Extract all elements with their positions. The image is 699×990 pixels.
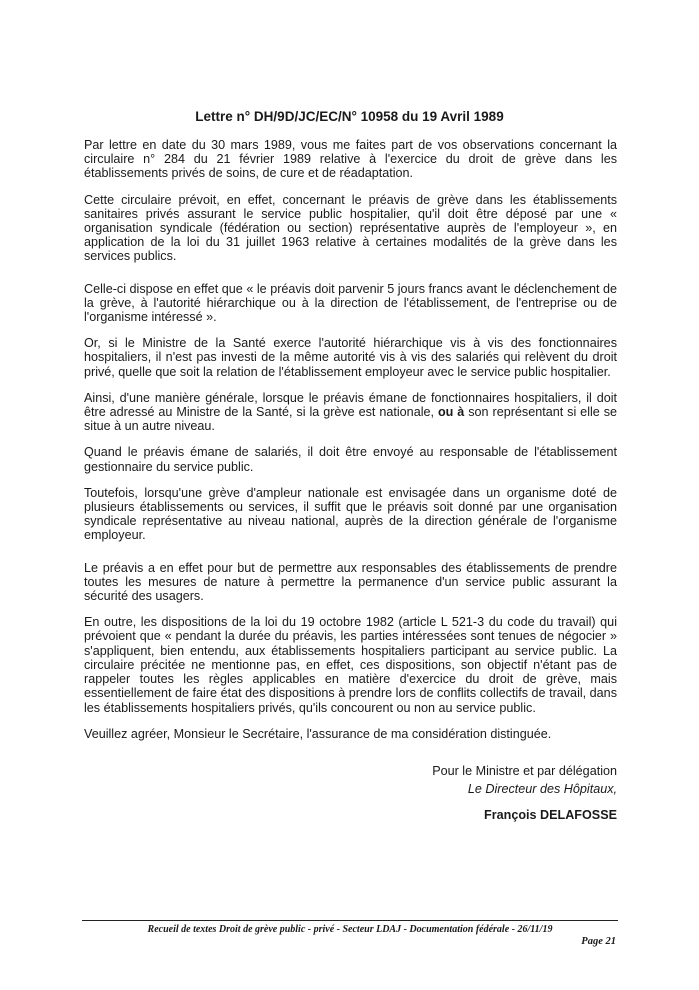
letter-title: Lettre n° DH/9D/JC/EC/N° 10958 du 19 Avril 1989 (195, 109, 504, 124)
paragraph-7: Toutefois, lorsqu'une grève d'ampleur nationale est envisagée dans un organisme doté de plusieurs établissements ou services, il suffit que le préavis soit donné par une organisation syndicale représentative au niveau national, auprès de la direction générale de l'organisme employeur. (84, 485, 617, 543)
paragraph-6: Quand le préavis émane de salariés, il doit être envoyé au responsable de l'établissement gestionnaire du service public. (84, 445, 617, 474)
letter-body (84, 138, 617, 753)
footer-divider (82, 920, 618, 921)
page-number: Page 21 (581, 936, 616, 947)
paragraph-4: Or, si le Ministre de la Santé exerce l'autorité hiérarchique vis à vis des fonctionnaires hospitaliers, il n'est pas investi de la même autorité vis à vis des salariés qui relèvent du droit privé, quelle que soit la relation de l'établissement employeur avec le service public hospitalier. (84, 336, 617, 379)
signature-block (432, 762, 617, 824)
paragraph-3: Celle-ci dispose en effet que « le préavis doit parvenir 5 jours francs avant le déclenchement de la grève, à l'autorité hiérarchique ou à la direction de l'établissement, de l'entreprise ou de l'organisme intéressé ». (84, 281, 617, 325)
paragraph-5-after: son représentant si elle se situe à un autre niveau. (84, 405, 618, 434)
paragraph-5-emphasis: ou à (437, 405, 465, 420)
footer-text: Recueil de textes Droit de grève public - privé - Secteur LDAJ - Documentation fédérale - 26/11/19 (147, 924, 553, 935)
paragraph-5 (84, 391, 617, 434)
paragraph-1: Par lettre en date du 30 mars 1989, vous me faites part de vos observations concernant la circulaire n° 284 du 21 février 1989 relative à l'exercice du droit de grève dans les établissements privés de soins, de cure et de réadaptation. (84, 138, 617, 181)
signatory-name: François DELAFOSSE (484, 808, 617, 822)
paragraph-2: Cette circulaire prévoit, en effet, concernant le préavis de grève dans les établissements sanitaires privés assurant le service public hospitalier, qu'il doit être déposé par une « organisation syndicale (fédération ou section) représentative auprès de l'employeur », en application de la loi du 31 juillet 1963 relative à certaines modalités de la grève dans les services publics. (84, 192, 617, 264)
paragraph-10: Veuillez agréer, Monsieur le Secrétaire, l'assurance de ma considération distinguée. (84, 726, 552, 741)
paragraph-9: En outre, les dispositions de la loi du 19 octobre 1982 (article L 521-3 du code du travail) qui prévoient que « pendant la durée du préavis, les parties intéressées sont tenues de négocier » s'appliquent, bien entendu, aux établissements hospitaliers participant au service public. La circulaire précitée ne mentionne pas, en effet, ces dispositions, son objectif n'étant pas de rappeler toutes les règles applicables en matière d'exercice du droit de grève, mais essentiellement de faire état des dispositions à prendre lors de conflits collectifs de travail, dans les établissements hospitaliers privés, qu'ils concourent ou non au service public. (84, 615, 617, 715)
signature-line-1: Pour le Ministre et par délégation (432, 764, 617, 778)
paragraph-5-before: Ainsi, d'une manière générale, lorsque le préavis émane de fonctionnaires hospitaliers, il doit être adressé au Ministre de la Santé, si la grève est nationale, (84, 390, 617, 420)
paragraph-8: Le préavis a en effet pour but de permettre aux responsables des établissements de prendre toutes les mesures de nature à permettre la permanence d'un service public assurant la sécurité des usagers. (84, 560, 617, 604)
signature-line-2: Le Directeur des Hôpitaux, (467, 782, 617, 796)
